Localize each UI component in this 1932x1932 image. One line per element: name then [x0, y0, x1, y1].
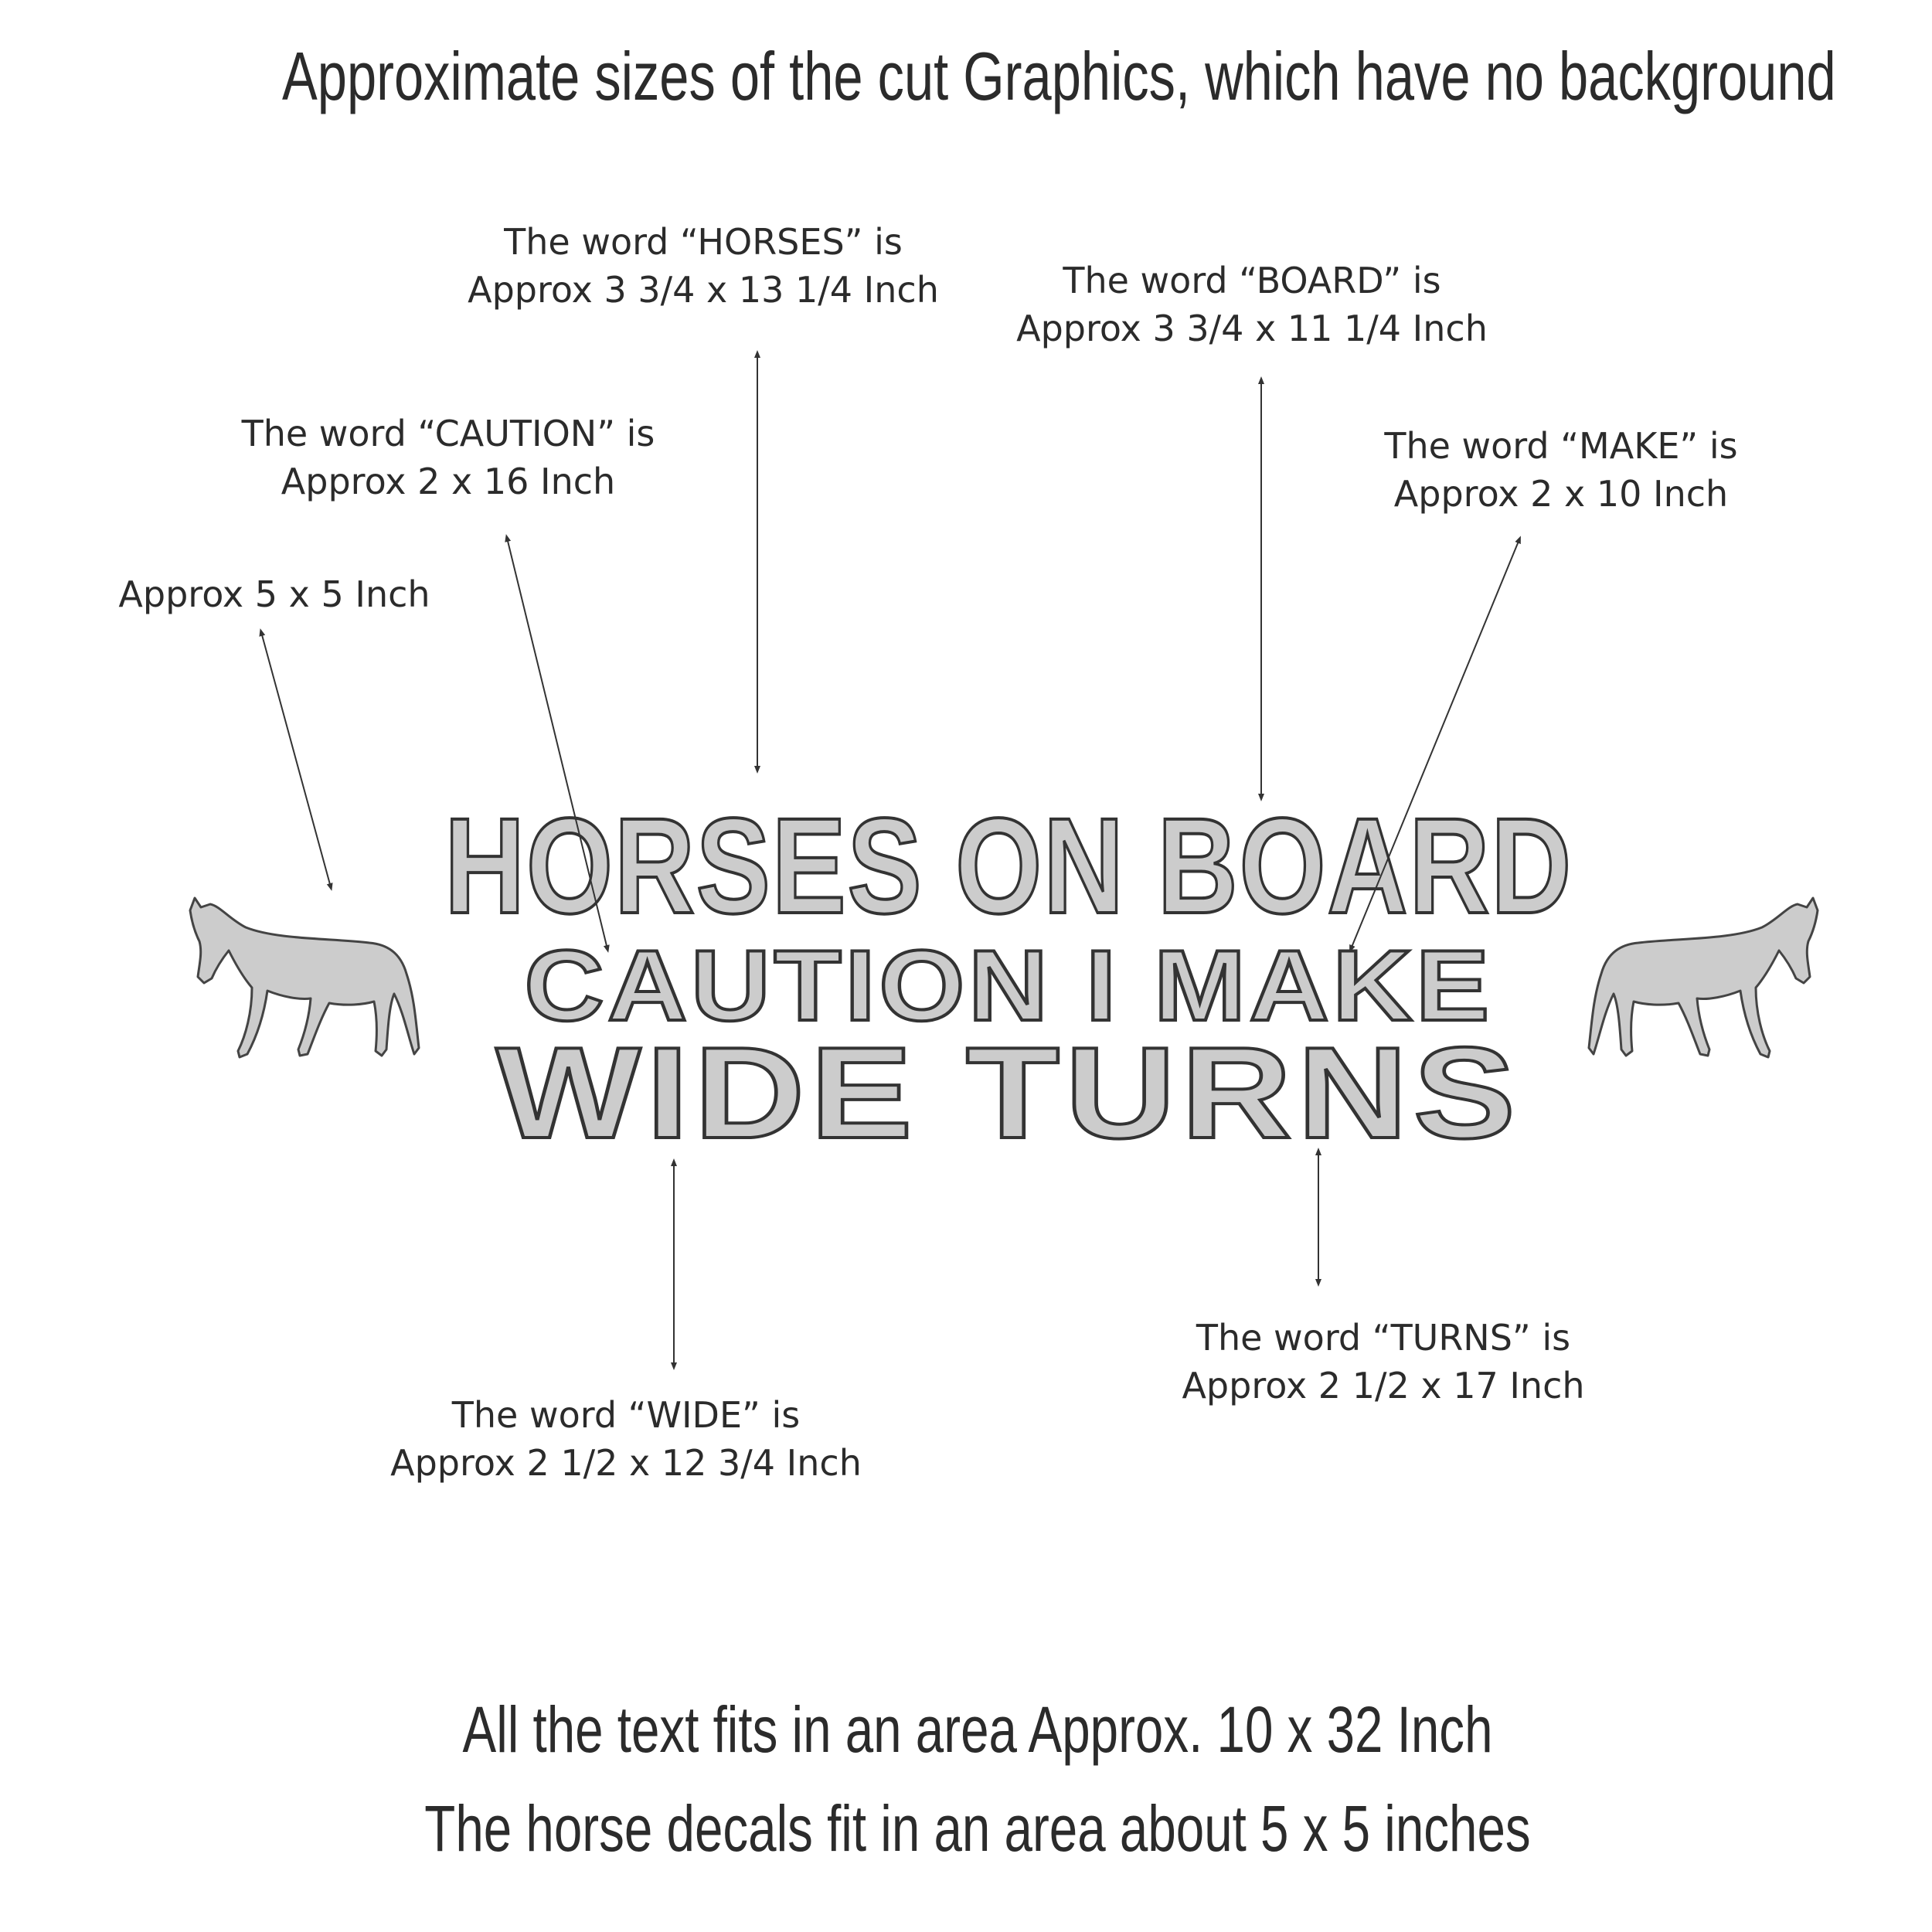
- decal-line-wide-turns: WIDE TURNS: [495, 1020, 1522, 1165]
- callout-wide-line1: The word “WIDE” is: [451, 1394, 801, 1436]
- footer-text-area: All the text fits in an area Approx. 10 x 32 Inch: [462, 1693, 1493, 1766]
- callout-make-line1: The word “MAKE” is: [1384, 425, 1738, 467]
- callout-horses-line1: The word “HORSES” is: [504, 221, 903, 263]
- callout-turns-line1: The word “TURNS” is: [1196, 1317, 1571, 1359]
- horse-left-icon: [190, 898, 419, 1057]
- callout-wide-line2: Approx 2 1/2 x 12 3/4 Inch: [390, 1442, 862, 1484]
- horse-right-icon: [1589, 898, 1818, 1057]
- footer-horse-area: The horse decals fit in an area about 5 x 5 inches: [424, 1792, 1531, 1865]
- callout-turns-line2: Approx 2 1/2 x 17 Inch: [1182, 1365, 1585, 1406]
- callout-horse-decal-line1: Approx 5 x 5 Inch: [118, 573, 430, 615]
- decal-line-horses-on-board: HORSES ON BOARD: [444, 791, 1573, 942]
- callout-board-line1: The word “BOARD” is: [1063, 260, 1441, 301]
- arrow-horse-decal: [261, 632, 331, 887]
- arrow-caution: [507, 538, 607, 949]
- callout-horses-line2: Approx 3 3/4 x 13 1/4 Inch: [468, 269, 939, 311]
- callout-caution-line2: Approx 2 x 16 Inch: [281, 461, 616, 502]
- arrow-make: [1351, 539, 1519, 949]
- decal-line-caution-i-make: CAUTION I MAKE: [524, 929, 1493, 1042]
- page-title: Approximate sizes of the cut Graphics, which have no background: [282, 38, 1836, 114]
- callout-board-line2: Approx 3 3/4 x 11 1/4 Inch: [1016, 308, 1488, 349]
- callout-caution-line1: The word “CAUTION” is: [241, 413, 655, 454]
- callout-make-line2: Approx 2 x 10 Inch: [1393, 473, 1729, 515]
